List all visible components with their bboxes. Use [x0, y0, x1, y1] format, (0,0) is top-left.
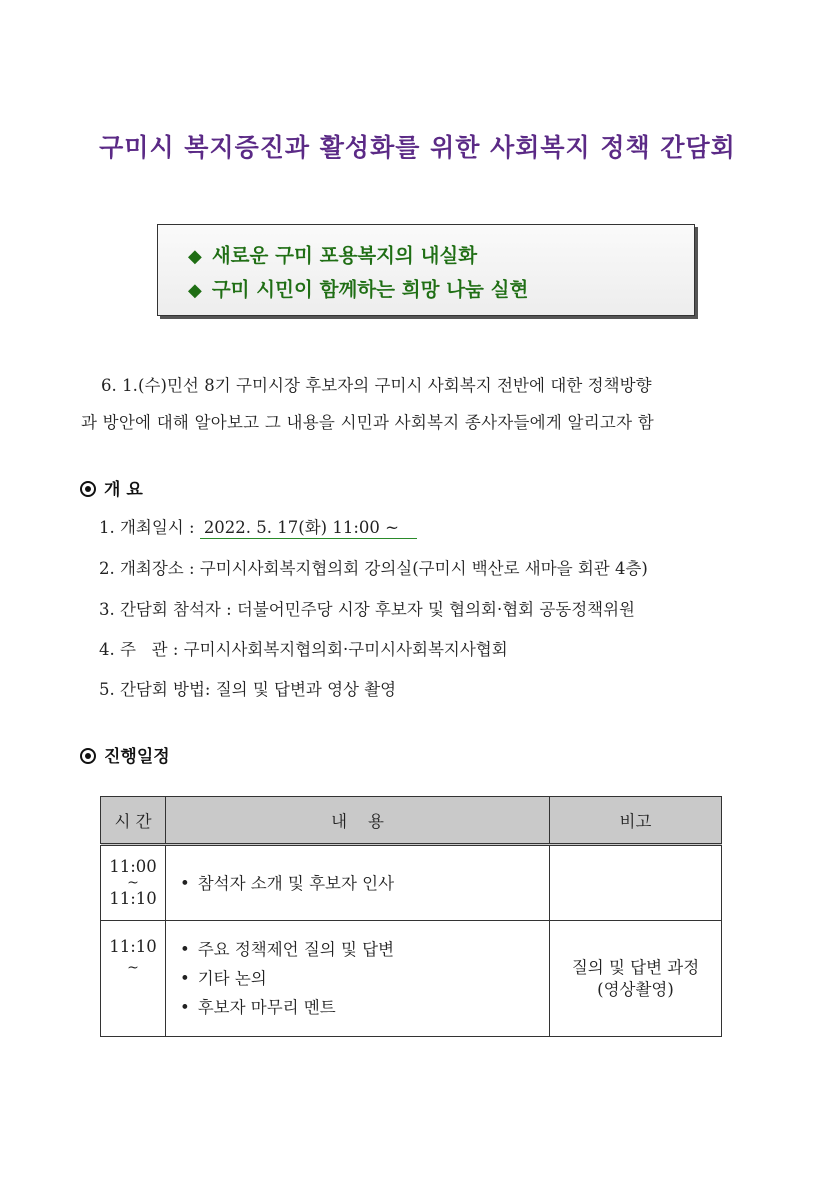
- circle-bullet-icon: [80, 481, 96, 497]
- content-cell: [166, 921, 550, 1037]
- diamond-bullet-icon: ◆: [188, 246, 202, 267]
- table-header-row: [101, 797, 722, 845]
- slogan-line: [188, 274, 528, 302]
- overview-item-attendees: 3. 간담회 참석자 : 더불어민주당 시장 후보자 및 협의회·협회 공동정책위원: [99, 600, 635, 619]
- note-cell: [550, 845, 722, 921]
- schedule-heading: 진행일정: [80, 742, 170, 767]
- time-cell: 11:00 ~ 11:10: [101, 845, 166, 921]
- column-header-time: 시 간: [101, 797, 166, 845]
- slogan-line: [188, 240, 477, 268]
- table-row: [101, 845, 722, 921]
- intro-line-2: 과 방안에 대해 알아보고 그 내용을 시민과 사회복지 종사자들에게 알리고자 함: [81, 413, 654, 432]
- column-header-note: 비고: [550, 797, 722, 845]
- document-title: 구미시 복지증진과 활성화를 위한 사회복지 정책 간담회: [99, 133, 736, 162]
- diamond-bullet-icon: ◆: [188, 280, 202, 301]
- content-cell: [166, 845, 550, 921]
- table-row: [101, 921, 722, 1037]
- time-cell: 11:10 ~: [101, 921, 166, 1037]
- note-cell: 질의 및 답변 과정 (영상촬영): [550, 921, 722, 1037]
- schedule-table: [100, 796, 722, 1037]
- intro-line-1: 6. 1.(수)민선 8기 구미시장 후보자의 구미시 사회복지 전반에 대한 정책방향: [101, 376, 652, 395]
- overview-item-date: 1. 개최일시 : 2022. 5. 17(화) 11:00 ~: [99, 514, 417, 539]
- date-value: 2022. 5. 17(화) 11:00 ~: [200, 514, 417, 539]
- overview-heading: 개 요: [80, 475, 143, 500]
- list-item: • 참석자 소개 및 후보자 인사: [180, 869, 548, 898]
- list-item: • 후보자 마무리 멘트: [180, 993, 548, 1022]
- overview-item-host: 4. 주 관 : 구미시사회복지협의회·구미시사회복지사협회: [99, 640, 508, 659]
- slogan-text: 새로운 구미 포용복지의 내실화: [211, 244, 478, 267]
- slogan-text: 구미 시민이 함께하는 희망 나눔 실현: [211, 278, 529, 301]
- list-item: • 주요 정책제언 질의 및 답변: [180, 935, 548, 964]
- list-item: • 기타 논의: [180, 964, 548, 993]
- overview-item-place: 2. 개최장소 : 구미시사회복지협의회 강의실(구미시 백산로 새마을 회관 4층): [99, 559, 648, 578]
- slogan-box: [157, 224, 695, 316]
- overview-item-method: 5. 간담회 방법: 질의 및 답변과 영상 촬영: [99, 680, 397, 699]
- circle-bullet-icon: [80, 748, 96, 764]
- column-header-content: 내 용: [166, 797, 550, 845]
